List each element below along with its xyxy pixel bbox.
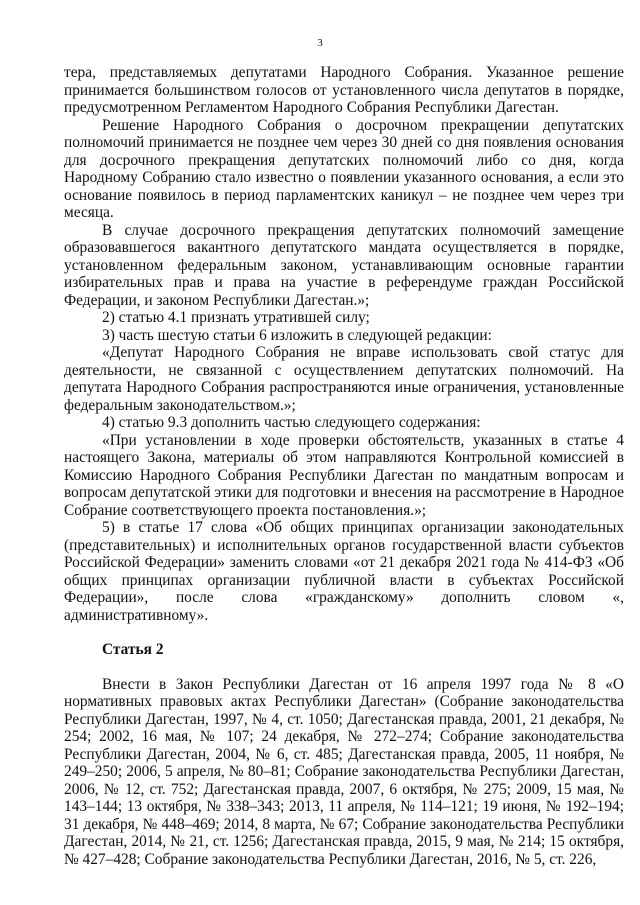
paragraph: «При установлении в ходе проверки обстоятельств, указанных в статье 4 настоящего Закона, материалы об этом направляются Контрольной комиссией в Комиссию Народного Собрания Республики Дагестан по мандатным вопросам и вопросам депутатской этики для подготовки и внесения на рассмотрение в Народное Собрание соответствующего проекта постановления.»;: [64, 431, 624, 519]
document-body: [64, 64, 624, 868]
paragraph: 3) часть шестую статьи 6 изложить в следующей редакции:: [102, 326, 492, 344]
paragraph: Внести в Закон Республики Дагестан от 16 апреля 1997 года № 8 «О нормативных правовых актах Республики Дагестан» (Собрание законодательства Республики Дагестан, 1997, № 4, ст. 1050; Дагестанская правда, 2001, 21 декабря, № 254; 2002, 16 мая, № 107; 24 декабря, № 272–274; Собрание законодательства Республики Дагестан, 2004, № 6, ст. 485; Дагестанская правда, 2005, 11 ноября, № 249–250; 2006, 5 апреля, № 80–81; Собрание законодательства Республики Дагестан, 2006, № 12, ст. 752; Дагестанская правда, 2007, 6 октября, № 275; 2009, 15 мая, № 143–144; 13 октября, № 338–343; 2013, 11 апреля, № 114–121; 19 июня, № 192–194; 31 декабря, № 448–469; 2014, 8 марта, № 67; Собрание законодательства Республики Дагестан, 2014, № 21, ст. 1256; Дагестанская правда, 2015, 9 мая, № 214; 15 октября, № 427–428; Собрание законодательства Республики Дагестан, 2016, № 5, ст. 226,: [64, 675, 624, 868]
text-block-before: [64, 64, 624, 624]
paragraph: В случае досрочного прекращения депутатских полномочий замещение образовавшегося вакантного депутатского мандата осуществляется в порядке, установленном федеральным законом, устанавливающим основные гарантии избирательных прав и права на участие в референдуме граждан Российской Федерации, и законом Республики Дагестан.»;: [64, 221, 624, 309]
paragraph: 2) статью 4.1 признать утратившей силу;: [102, 309, 370, 326]
paragraph: тера, представляемых депутатами Народного Собрания. Указанное решение принимается большинством голосов от установленного числа депутатов в порядке, предусмотренном Регламентом Народного Собрания Республики Дагестан.: [64, 64, 624, 116]
page-number: 3: [317, 37, 323, 49]
paragraph: 5) в статье 17 слова «Об общих принципах организации законодательных (представительных) и исполнительных органов государственной власти субъектов Российской Федерации» заменить словами «от 21 декабря 2021 года № 414-ФЗ «Об общих принципах организации публичной власти в субъектах Российской Федерации», после слова «гражданскому» дополнить словом «, административному».: [64, 519, 624, 624]
paragraph: Решение Народного Собрания о досрочном прекращении депутатских полномочий принимается не позднее чем через 30 дней со дня появления основания для досрочного прекращения депутатских полномочий либо со дня, когда Народному Собранию стало известно о появлении указанного основания, а если это основание появилось в период парламентских каникул – не позднее чем через три месяца.: [64, 116, 624, 221]
article-heading: Статья 2: [102, 641, 164, 658]
paragraph: 4) статью 9.3 дополнить частью следующего содержания:: [102, 414, 481, 431]
text-block-after: [64, 676, 624, 869]
paragraph: «Депутат Народного Собрания не вправе использовать свой статус для деятельности, не связанной с осуществлением депутатских полномочий. На депутата Народного Собрания распространяются иные ограничения, установленные федеральным законодательством.»;: [64, 344, 624, 414]
